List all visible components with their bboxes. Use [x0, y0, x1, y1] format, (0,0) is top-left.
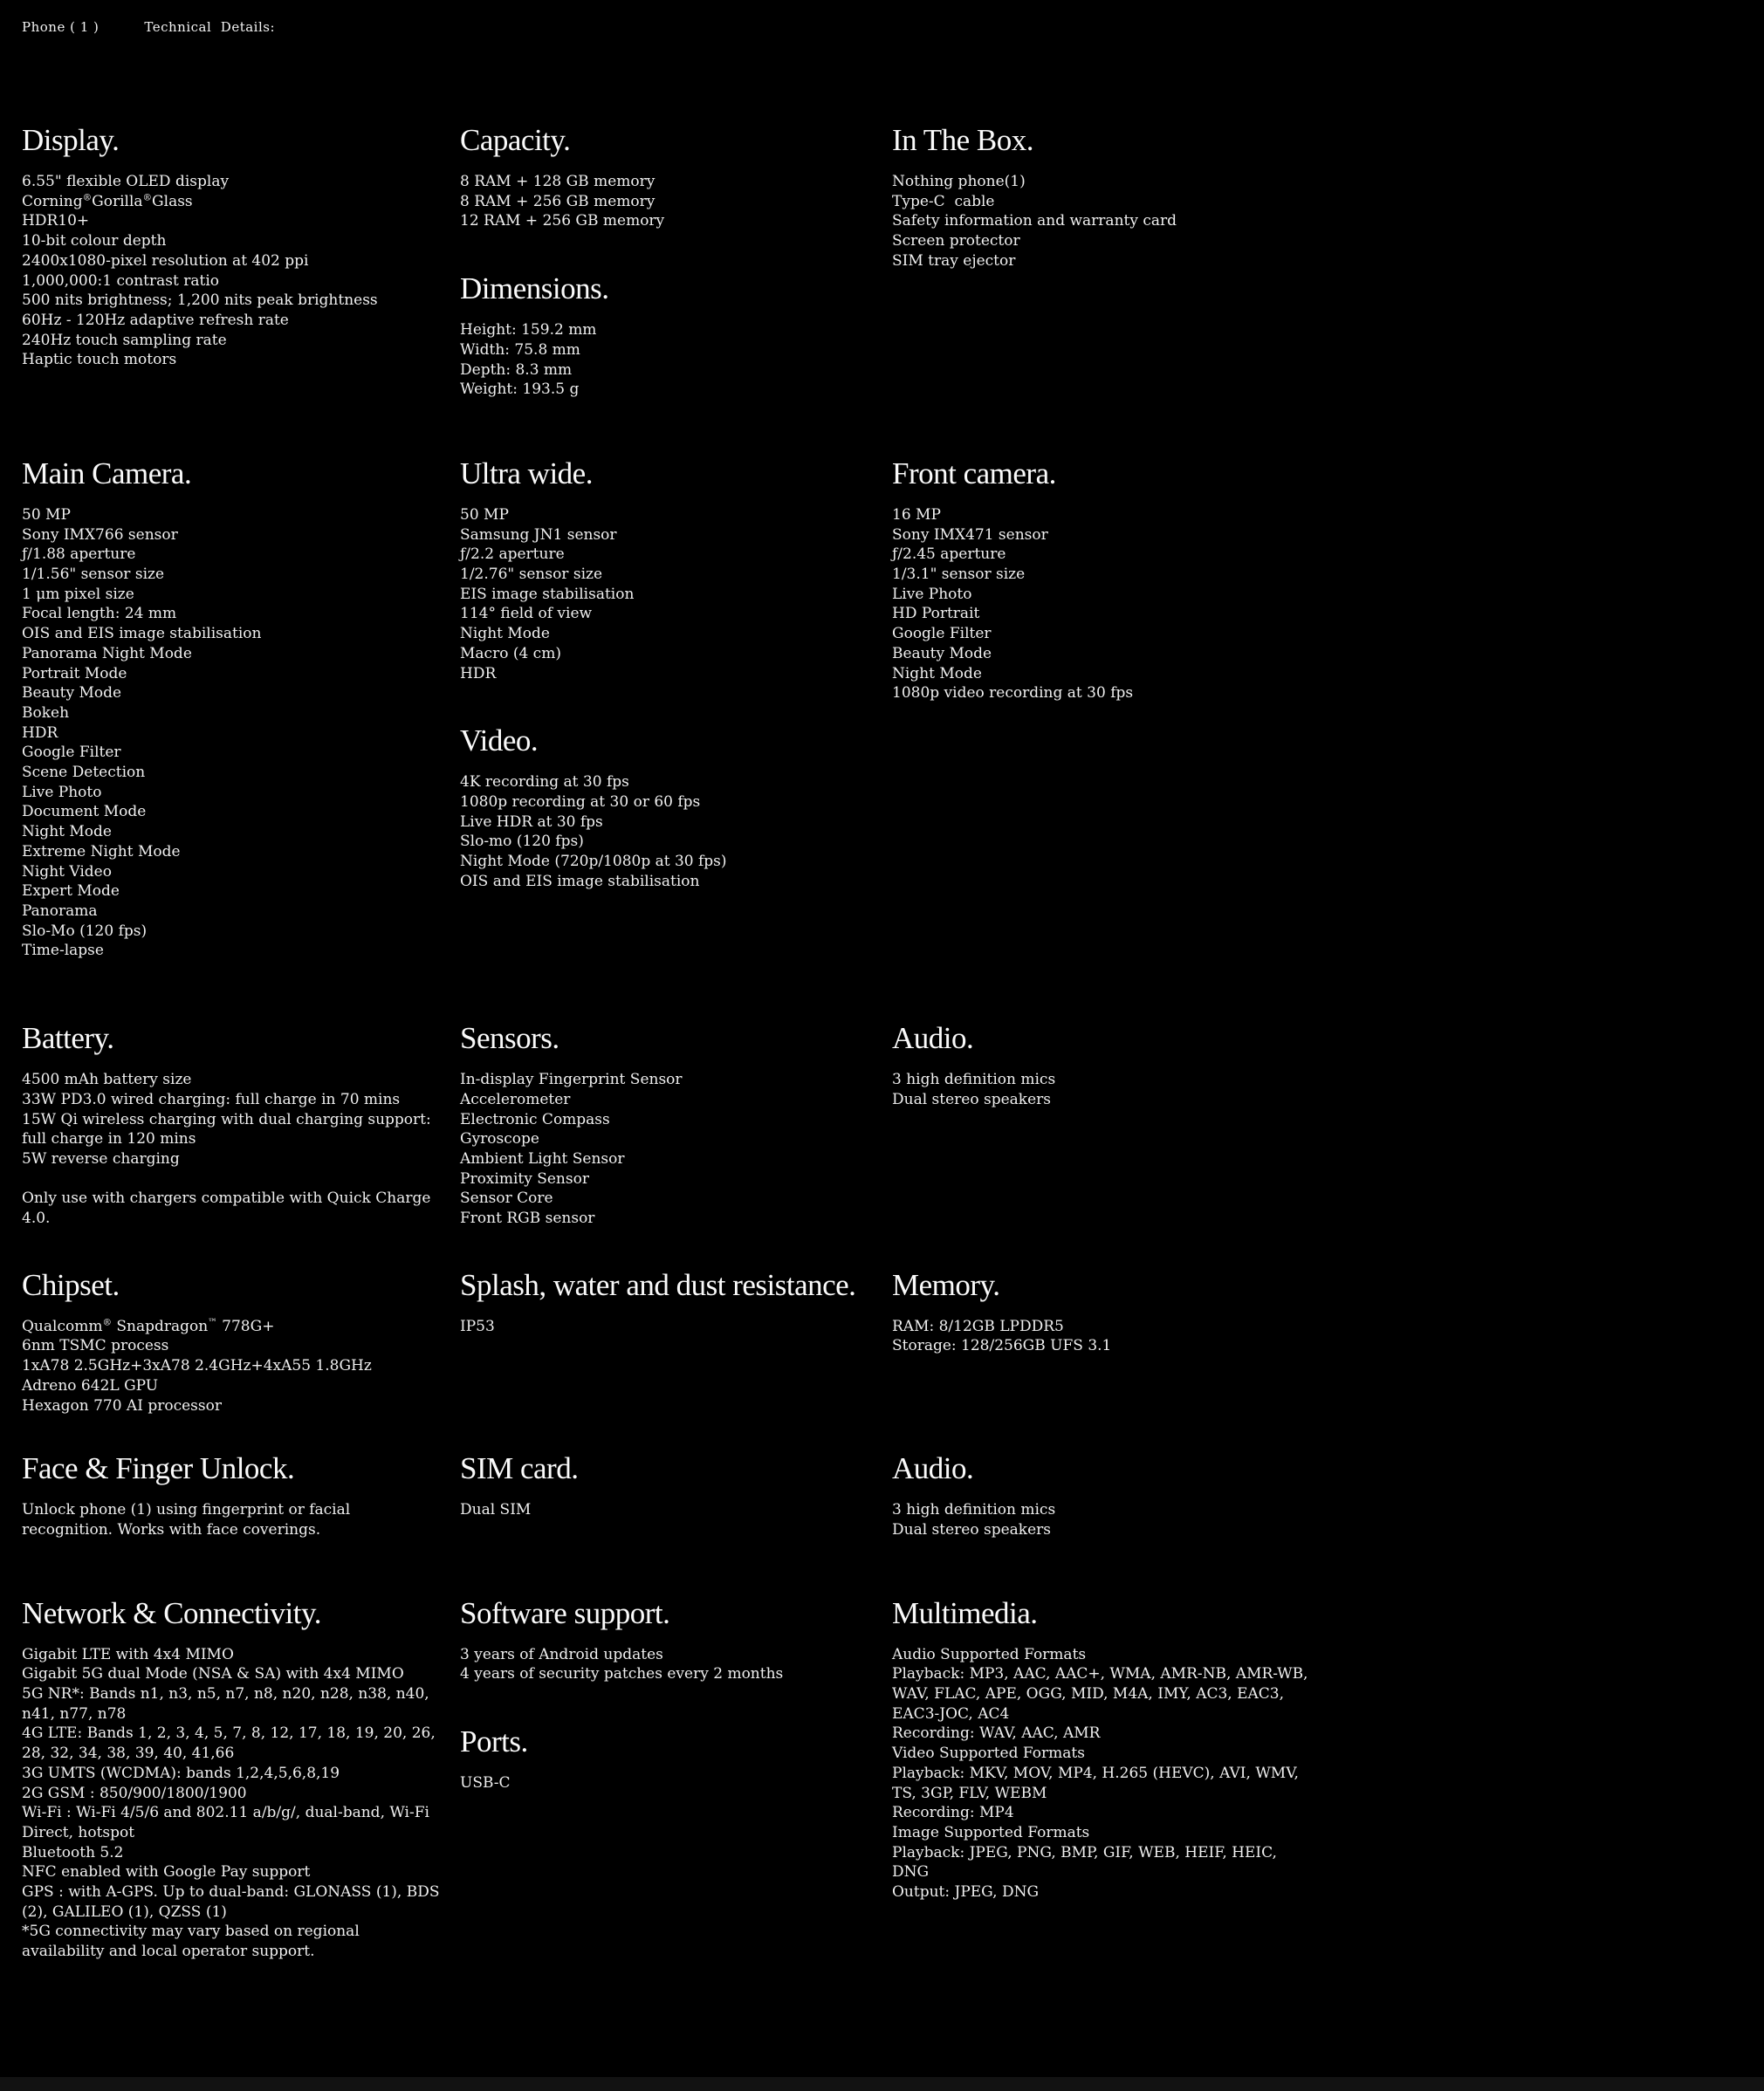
- spec-line: Electronic Compass: [460, 1110, 610, 1128]
- spec-line: Hexagon 770 AI processor: [22, 1396, 222, 1415]
- spec-line: Playback: MKV, MOV, MP4, H.265 (HEVC), AVI, WMV, TS, 3GP, FLV, WEBM: [892, 1764, 1304, 1802]
- column-3: [892, 1020, 1346, 1109]
- spec-line: Portrait Mode: [22, 664, 127, 682]
- spec-line: OIS and EIS image stabilisation: [460, 872, 700, 890]
- section-ports: [460, 1724, 873, 1793]
- spec-line: 240Hz touch sampling rate: [22, 331, 227, 349]
- spec-line: Front RGB sensor: [460, 1210, 595, 1228]
- spec-row-5: [22, 1450, 1764, 1539]
- spec-line: Gigabit LTE with 4x4 MIMO: [22, 1645, 234, 1663]
- section-heading: Face & Finger Unlock.: [22, 1451, 295, 1486]
- spec-line: 1080p video recording at 30 fps: [892, 684, 1134, 703]
- column-1: [22, 1020, 460, 1229]
- spec-line: Adreno 642L GPU: [22, 1376, 159, 1395]
- spec-line: 1/3.1" sensor size: [892, 566, 1026, 584]
- spec-line: Unlock phone (1) using fingerprint or facial recognition. Works with face coverings.: [22, 1501, 355, 1539]
- spec-line: 15W Qi wireless charging with dual charging support: full charge in 120 mins: [22, 1110, 436, 1148]
- spec-line: Slo-mo (120 fps): [460, 833, 584, 851]
- column-3: [892, 1450, 1346, 1539]
- spec-row-3: [22, 1020, 1764, 1229]
- spec-line: Beauty Mode: [892, 644, 992, 662]
- spec-row-6: [22, 1595, 1764, 1962]
- spec-line: 4 years of security patches every 2 months: [460, 1665, 784, 1683]
- footer-bar: [0, 2077, 1764, 2091]
- spec-line: Live HDR at 30 fps: [460, 812, 603, 831]
- spec-line: Bluetooth 5.2: [22, 1843, 124, 1861]
- spec-line: Panorama Night Mode: [22, 644, 192, 662]
- column-2: [460, 1020, 892, 1229]
- section-display: [22, 122, 441, 370]
- column-1: [22, 1595, 460, 1962]
- section-software-support: [460, 1595, 873, 1684]
- spec-line: 6.55" flexible OLED display: [22, 173, 230, 190]
- section-chipset: [22, 1267, 441, 1416]
- section-main-camera: [22, 456, 441, 961]
- section-heading: Audio.: [892, 1451, 974, 1486]
- spec-line: Accelerometer: [460, 1090, 571, 1108]
- section-audio: [892, 1020, 1311, 1109]
- spec-row-2: [22, 456, 1764, 961]
- section-in-the-box: [892, 122, 1311, 271]
- spec-line: Dual stereo speakers: [892, 1090, 1052, 1108]
- spec-line: [22, 1169, 441, 1189]
- section-memory: [892, 1267, 1311, 1356]
- section-heading: Audio.: [892, 1021, 974, 1056]
- spec-line: GPS : with A-GPS. Up to dual-band: GLONASS (1), BDS (2), GALILEO (1), QZSS (1): [22, 1883, 444, 1921]
- section-sim-card: [460, 1450, 873, 1520]
- column-1: [22, 1450, 460, 1539]
- spec-line: *5G connectivity may vary based on regional availability and local operator support.: [22, 1923, 365, 1961]
- spec-line: OIS and EIS image stabilisation: [22, 625, 262, 643]
- spec-line: In-display Fingerprint Sensor: [460, 1071, 683, 1089]
- spec-line: Beauty Mode: [22, 684, 122, 703]
- spec-lines: [892, 172, 1311, 271]
- spec-line: Screen protector: [892, 232, 1020, 250]
- column-3: [892, 1267, 1346, 1356]
- spec-line: 60Hz - 120Hz adaptive refresh rate: [22, 311, 289, 329]
- spec-line: 1,000,000:1 contrast ratio: [22, 271, 219, 290]
- spec-line: Corning®Gorilla®Glass: [22, 192, 193, 210]
- section-heading: Dimensions.: [460, 271, 609, 306]
- spec-line: Video Supported Formats: [892, 1745, 1085, 1763]
- spec-line: 1080p recording at 30 or 60 fps: [460, 792, 701, 811]
- spec-lines: [22, 1500, 441, 1539]
- spec-line: Night Video: [22, 862, 112, 881]
- spec-line: SIM tray ejector: [892, 251, 1016, 270]
- section-multimedia: [892, 1595, 1311, 1902]
- section-heading: Network & Connectivity.: [22, 1595, 321, 1630]
- column-2: [460, 1595, 892, 1793]
- spec-line: Qualcomm® Snapdragon™ 778G+: [22, 1317, 275, 1335]
- spec-line: Slo-Mo (120 fps): [22, 922, 148, 940]
- section-battery: [22, 1020, 441, 1229]
- spec-line: Storage: 128/256GB UFS 3.1: [892, 1337, 1112, 1355]
- section-heading: Capacity.: [460, 123, 571, 157]
- section-heading: Ports.: [460, 1724, 528, 1759]
- spec-line: Live Photo: [892, 585, 972, 603]
- spec-line: Dual stereo speakers: [892, 1520, 1052, 1539]
- column-3: [892, 1595, 1346, 1902]
- column-2: [460, 456, 892, 892]
- spec-line: HD Portrait: [892, 605, 980, 623]
- spec-line: Height: 159.2 mm: [460, 321, 597, 339]
- spec-line: Haptic touch motors: [22, 351, 177, 369]
- spec-line: Proximity Sensor: [460, 1169, 589, 1188]
- spec-line: 8 RAM + 128 GB memory: [460, 173, 655, 190]
- spec-line: Dual SIM: [460, 1501, 532, 1519]
- spec-line: HDR10+: [22, 212, 90, 230]
- section-heading: SIM card.: [460, 1451, 579, 1486]
- spec-lines: [460, 1500, 873, 1520]
- section-capacity: [460, 122, 873, 231]
- spec-line: Wi-Fi : Wi-Fi 4/5/6 and 802.11 a/b/g/, dual-band, Wi-Fi Direct, hotspot: [22, 1804, 435, 1841]
- spec-line: Extreme Night Mode: [22, 842, 181, 860]
- spec-line: EIS image stabilisation: [460, 585, 635, 603]
- spec-lines: [460, 772, 873, 891]
- spec-line: Gyroscope: [460, 1130, 539, 1148]
- spec-line: Sony IMX766 sensor: [22, 525, 178, 544]
- spec-row-1: [22, 122, 1764, 400]
- column-3: [892, 456, 1346, 703]
- spec-line: ƒ/2.2 aperture: [460, 545, 565, 564]
- spec-line: ƒ/2.45 aperture: [892, 545, 1006, 564]
- spec-line: 1/2.76" sensor size: [460, 566, 603, 584]
- column-2: [460, 1267, 892, 1337]
- column-1: [22, 122, 460, 370]
- spec-line: Night Mode: [22, 823, 112, 841]
- spec-line: Ambient Light Sensor: [460, 1149, 625, 1168]
- section-heading: Memory.: [892, 1267, 1000, 1302]
- spec-line: Sensor Core: [460, 1189, 553, 1208]
- spec-line: Output: JPEG, DNG: [892, 1883, 1040, 1902]
- spec-line: Bokeh: [22, 703, 70, 722]
- section-audio-2: [892, 1450, 1311, 1539]
- spec-line: Width: 75.8 mm: [460, 340, 580, 359]
- spec-lines: [22, 505, 441, 961]
- spec-line: 2G GSM : 850/900/1800/1900: [22, 1784, 247, 1802]
- spec-lines: [892, 1070, 1311, 1109]
- spec-line: 12 RAM + 256 GB memory: [460, 212, 665, 230]
- spec-line: 1/1.56" sensor size: [22, 566, 165, 584]
- spec-line: Type-C cable: [892, 192, 995, 210]
- column-1: [22, 456, 460, 961]
- spec-line: 5G NR*: Bands n1, n3, n5, n7, n8, n20, n28, n38, n40, n41, n77, n78: [22, 1685, 435, 1723]
- spec-line: Night Mode (720p/1080p at 30 fps): [460, 853, 727, 871]
- column-2: [460, 1450, 892, 1520]
- column-3: [892, 122, 1346, 271]
- section-front-camera: [892, 456, 1311, 703]
- spec-line: 3 high definition mics: [892, 1071, 1056, 1089]
- spec-line: 500 nits brightness; 1,200 nits peak brightness: [22, 291, 378, 310]
- spec-line: Image Supported Formats: [892, 1823, 1090, 1841]
- spec-line: NFC enabled with Google Pay support: [22, 1863, 311, 1882]
- spec-line: Night Mode: [460, 625, 550, 643]
- spec-line: 4G LTE: Bands 1, 2, 3, 4, 5, 7, 8, 12, 17, 18, 19, 20, 26, 28, 32, 34, 38, 39, 40, 41,66: [22, 1724, 441, 1763]
- spec-line: Recording: MP4: [892, 1804, 1014, 1822]
- column-2: [460, 122, 892, 400]
- section-dimensions: [460, 271, 873, 400]
- spec-line: Nothing phone(1): [892, 173, 1026, 190]
- spec-lines: [22, 172, 441, 370]
- spec-lines: [892, 1645, 1311, 1902]
- spec-line: USB-C: [460, 1774, 511, 1793]
- spec-line: 33W PD3.0 wired charging: full charge in 70 mins: [22, 1090, 401, 1108]
- spec-lines: [22, 1317, 441, 1416]
- spec-line: Depth: 8.3 mm: [460, 360, 573, 379]
- spec-lines: [460, 172, 873, 231]
- spec-line: RAM: 8/12GB LPDDR5: [892, 1317, 1064, 1335]
- page-header: [22, 19, 1764, 35]
- column-1: [22, 1267, 460, 1416]
- spec-line: HDR: [460, 664, 497, 682]
- section-heading: Front camera.: [892, 456, 1056, 490]
- spec-line: Audio Supported Formats: [892, 1645, 1087, 1663]
- spec-lines: [460, 1645, 873, 1684]
- spec-line: Weight: 193.5 g: [460, 380, 580, 399]
- section-face-finger-unlock: [22, 1450, 441, 1539]
- section-heading: Multimedia.: [892, 1595, 1038, 1630]
- spec-line: IP53: [460, 1317, 495, 1335]
- spec-line: 3 years of Android updates: [460, 1645, 663, 1663]
- spec-line: Only use with chargers compatible with Quick Charge 4.0.: [22, 1189, 436, 1228]
- section-splash-water-dust: [460, 1267, 873, 1337]
- spec-lines: [892, 1317, 1311, 1356]
- spec-line: 50 MP: [22, 505, 71, 524]
- brand-wordmark: Phone ( 1 ): [22, 19, 100, 35]
- section-heading: Splash, water and dust resistance.: [460, 1267, 856, 1302]
- spec-line: 50 MP: [460, 505, 509, 524]
- page-title: Technical Details:: [144, 19, 276, 35]
- section-heading: Ultra wide.: [460, 456, 593, 490]
- spec-line: 4500 mAh battery size: [22, 1071, 192, 1089]
- spec-line: ƒ/1.88 aperture: [22, 545, 136, 564]
- spec-lines: [460, 320, 873, 400]
- spec-line: Samsung JN1 sensor: [460, 525, 617, 544]
- spec-row-4: [22, 1267, 1764, 1416]
- section-ultra-wide: [460, 456, 873, 683]
- spec-line: 2400x1080-pixel resolution at 402 ppi: [22, 251, 309, 270]
- section-heading: Software support.: [460, 1595, 670, 1630]
- spec-line: Sony IMX471 sensor: [892, 525, 1048, 544]
- spec-lines: [892, 505, 1311, 703]
- spec-line: Live Photo: [22, 783, 102, 801]
- spec-line: Scene Detection: [22, 764, 146, 782]
- spec-line: Expert Mode: [22, 882, 120, 901]
- spec-lines: [460, 505, 873, 683]
- spec-line: Time-lapse: [22, 942, 104, 960]
- spec-lines: [892, 1500, 1311, 1539]
- spec-line: 3 high definition mics: [892, 1501, 1056, 1519]
- spec-line: Document Mode: [22, 803, 147, 821]
- spec-line: Gigabit 5G dual Mode (NSA & SA) with 4x4 MIMO: [22, 1665, 404, 1683]
- spec-line: Macro (4 cm): [460, 644, 561, 662]
- spec-line: Google Filter: [22, 744, 121, 762]
- spec-line: 1xA78 2.5GHz+3xA78 2.4GHz+4xA55 1.8GHz: [22, 1357, 372, 1375]
- spec-lines: [22, 1070, 441, 1229]
- spec-line: 8 RAM + 256 GB memory: [460, 192, 655, 210]
- section-heading: Display.: [22, 123, 120, 157]
- spec-line: Recording: WAV, AAC, AMR: [892, 1724, 1101, 1743]
- section-heading: In The Box.: [892, 123, 1034, 157]
- spec-lines: [460, 1317, 873, 1337]
- section-heading: Chipset.: [22, 1267, 120, 1302]
- spec-line: 16 MP: [892, 505, 941, 524]
- spec-line: 1 μm pixel size: [22, 585, 134, 603]
- spec-line: 5W reverse charging: [22, 1149, 180, 1168]
- section-heading: Battery.: [22, 1021, 114, 1056]
- spec-line: Google Filter: [892, 625, 992, 643]
- spec-lines: [460, 1070, 873, 1229]
- section-sensors: [460, 1020, 873, 1229]
- section-network-connectivity: [22, 1595, 444, 1962]
- spec-line: Panorama: [22, 902, 98, 920]
- spec-line: Focal length: 24 mm: [22, 605, 177, 623]
- spec-line: Playback: MP3, AAC, AAC+, WMA, AMR-NB, AMR-WB, WAV, FLAC, APE, OGG, MID, M4A, IMY, AC3, EAC3, EAC3-JOC, AC4: [892, 1665, 1313, 1723]
- section-heading: Sensors.: [460, 1021, 559, 1056]
- spec-line: Night Mode: [892, 664, 982, 682]
- section-heading: Main Camera.: [22, 456, 192, 490]
- spec-lines: [460, 1773, 873, 1793]
- spec-line: HDR: [22, 723, 58, 742]
- spec-line: 10-bit colour depth: [22, 232, 167, 250]
- spec-lines: [22, 1645, 444, 1962]
- spec-line: 114° field of view: [460, 605, 593, 623]
- spec-line: Playback: JPEG, PNG, BMP, GIF, WEB, HEIF, HEIC, DNG: [892, 1843, 1282, 1882]
- spec-line: Safety information and warranty card: [892, 212, 1177, 230]
- spec-line: 4K recording at 30 fps: [460, 773, 629, 792]
- section-video: [460, 723, 873, 891]
- section-heading: Video.: [460, 723, 539, 758]
- spec-line: 3G UMTS (WCDMA): bands 1,2,4,5,6,8,19: [22, 1764, 340, 1782]
- spec-line: 6nm TSMC process: [22, 1337, 169, 1355]
